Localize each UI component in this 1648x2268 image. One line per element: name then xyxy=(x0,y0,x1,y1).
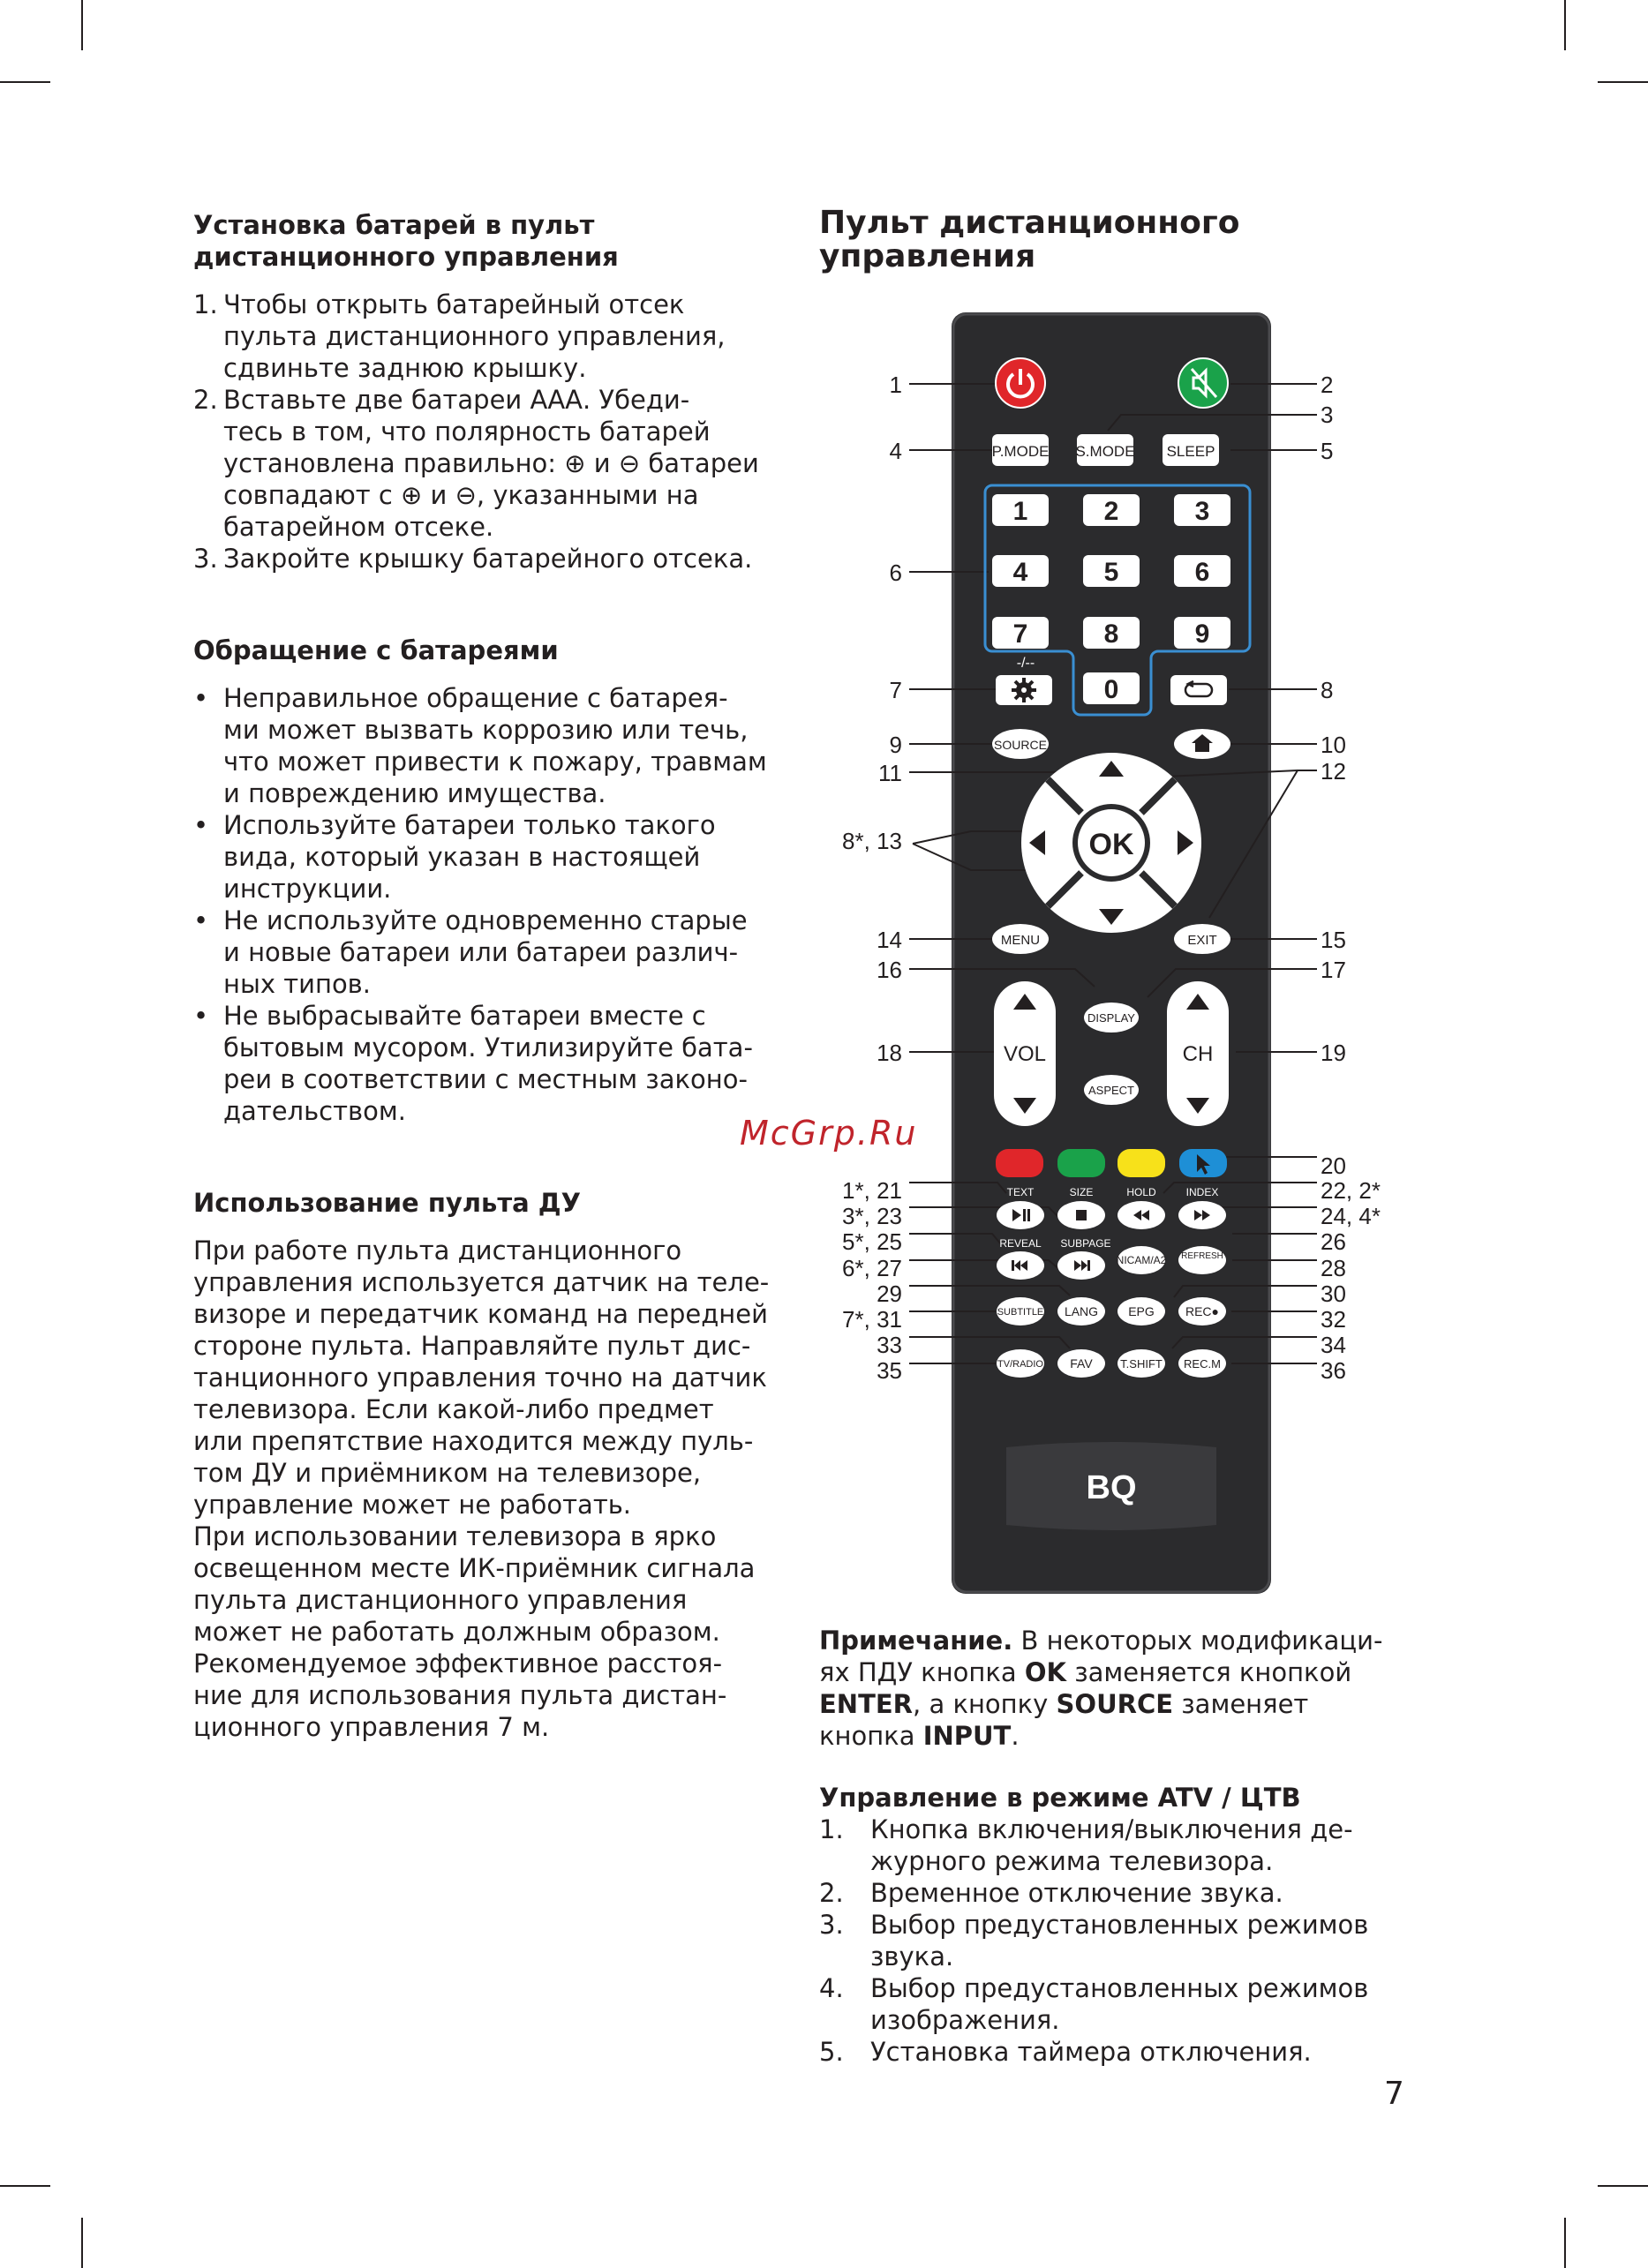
right-column xyxy=(819,1625,1419,2068)
callout-number: 24, 4* xyxy=(1321,1203,1381,1229)
epg-label: EPG xyxy=(1128,1304,1155,1318)
crop-mark xyxy=(1598,81,1648,83)
text-line: реи в соответствии с местным законо- xyxy=(223,1064,748,1094)
crop-mark xyxy=(1564,2218,1566,2268)
rec-label: REC● xyxy=(1185,1304,1220,1318)
text-label: TEXT xyxy=(1006,1186,1035,1198)
callout-number: 16 xyxy=(877,957,902,983)
callout-number: 35 xyxy=(877,1357,902,1384)
text-line: Вставьте две батареи ААА. Убеди- xyxy=(223,385,690,415)
remote-usage-text xyxy=(193,1235,794,1743)
text-line: тесь в том, что полярность батарей xyxy=(223,417,711,447)
text-line: том ДУ и приёмником на телевизоре, xyxy=(193,1458,702,1488)
text-line: Выбор предустановленных режимов xyxy=(870,1973,1369,2003)
callout-number: 30 xyxy=(1321,1280,1346,1307)
text-line: что может привести к пожару, травмам xyxy=(223,747,767,777)
tshift-label: T.SHIFT xyxy=(1120,1357,1163,1371)
digit-7-label: 7 xyxy=(1012,620,1028,649)
digit-4-label: 4 xyxy=(1012,558,1028,587)
text-line: танционного управления точно на датчик xyxy=(193,1363,767,1393)
callout-number: 7*, 31 xyxy=(842,1306,902,1333)
handling-item xyxy=(193,1000,794,1127)
battery-steps xyxy=(193,289,794,575)
note-line xyxy=(819,1625,1419,1656)
callout-number: 12 xyxy=(1321,758,1346,785)
callout-number: 1 xyxy=(889,372,902,398)
text-line: вида, который указан в настоящей xyxy=(223,842,701,872)
text-line: Рекомендуемое эффективное расстоя- xyxy=(193,1648,723,1678)
note-segment: INPUT xyxy=(922,1721,1012,1751)
text-line: изображения. xyxy=(870,2005,1060,2035)
vol-label: VOL xyxy=(1003,1042,1047,1066)
text-line: совпадают с ⊕ и ⊖, указанными на xyxy=(223,480,699,510)
text-line: телевизора. Если какой-либо предмет xyxy=(193,1394,714,1424)
digit-5-label: 5 xyxy=(1103,558,1119,587)
note-label: Примечание. xyxy=(819,1626,1013,1656)
text-line: Чтобы открыть батарейный отсек xyxy=(223,289,685,319)
callout-number: 18 xyxy=(877,1040,902,1066)
item-number: 4. xyxy=(819,1973,844,2003)
callout-number: 22, 2* xyxy=(1321,1177,1381,1204)
display-label: DISPLAY xyxy=(1087,1011,1135,1025)
callout-number: 7 xyxy=(889,677,902,703)
callout-number: 14 xyxy=(877,927,902,953)
text-line: стороне пульта. Направляйте пульт дис- xyxy=(193,1331,751,1361)
callout-number: 34 xyxy=(1321,1332,1346,1358)
note-segment: , а кнопку xyxy=(913,1689,1057,1719)
text-line: батарейном отсеке. xyxy=(223,512,494,542)
note-segment: . xyxy=(1011,1721,1020,1751)
watermark: McGrp.Ru xyxy=(740,1114,918,1153)
callout-number: 5*, 25 xyxy=(842,1228,902,1255)
note-segment: кнопка xyxy=(819,1721,923,1751)
note-line xyxy=(819,1720,1419,1752)
text-line: Неправильное обращение с батарея- xyxy=(223,683,728,713)
dash-label: -/-- xyxy=(1016,656,1035,671)
text-line: управления используется датчик на теле- xyxy=(193,1267,770,1297)
menu-label: MENU xyxy=(1000,933,1041,948)
text-line: может не работать должным образом. xyxy=(193,1617,720,1647)
crop-mark xyxy=(0,2185,50,2187)
text-line: визоре и передатчик команд на передней xyxy=(193,1299,768,1329)
reveal-label: REVEAL xyxy=(999,1237,1042,1250)
battery-step xyxy=(193,289,794,384)
note-segment: В некоторых модификаци- xyxy=(1020,1626,1383,1656)
recm-label: REC.M xyxy=(1184,1357,1221,1371)
digit-1-label: 1 xyxy=(1012,497,1028,526)
battery-handling-title: Обращение с батареями xyxy=(193,635,559,665)
remote-diagram xyxy=(821,300,1439,1606)
callout-number: 5 xyxy=(1321,438,1334,464)
callout-number: 36 xyxy=(1321,1357,1346,1384)
text-line: звука. xyxy=(870,1941,954,1971)
remote-usage-title: Использование пульта ДУ xyxy=(193,1188,581,1218)
digit-8-label: 8 xyxy=(1103,620,1119,649)
text-line: ционного управления 7 м. xyxy=(193,1712,550,1742)
text-line: ных типов. xyxy=(223,969,371,999)
hold-label: HOLD xyxy=(1126,1186,1156,1198)
item-number: 2. xyxy=(819,1878,844,1908)
item-number: 1. xyxy=(819,1814,844,1844)
text-line: и повреждению имущества. xyxy=(223,778,606,808)
text-line: Не используйте одновременно старые xyxy=(223,905,748,935)
subpage-label: SUBPAGE xyxy=(1060,1237,1111,1250)
red-button[interactable] xyxy=(996,1149,1043,1177)
callout-number: 32 xyxy=(1321,1306,1346,1333)
callout-number: 8*, 13 xyxy=(842,828,902,854)
note-segment: OK xyxy=(1024,1657,1066,1687)
callout-number: 10 xyxy=(1321,732,1346,758)
text-line: пульта дистанционного управления, xyxy=(223,321,726,351)
callout-number: 26 xyxy=(1321,1228,1346,1255)
index-label: INDEX xyxy=(1185,1186,1219,1198)
atv-item xyxy=(819,1909,1419,1972)
text-line: пульта дистанционного управления xyxy=(193,1585,688,1615)
text-line: Временное отключение звука. xyxy=(870,1878,1283,1908)
crop-mark xyxy=(1598,2185,1648,2187)
atv-item xyxy=(819,1877,1419,1909)
bullet-icon: • xyxy=(193,905,209,935)
battery-handling-list xyxy=(193,682,794,1127)
callout-number: 8 xyxy=(1321,677,1334,703)
ok-label: OK xyxy=(1088,828,1134,861)
step-number: 2. xyxy=(193,385,218,415)
callout-number: 3 xyxy=(1321,402,1334,428)
step-number: 3. xyxy=(193,544,218,574)
digit-9-label: 9 xyxy=(1194,620,1210,649)
note-segment: заменяет xyxy=(1173,1689,1309,1719)
atv-item xyxy=(819,2036,1419,2068)
aspect-label: ASPECT xyxy=(1087,1084,1135,1097)
brand-logo: BQ xyxy=(1086,1469,1137,1506)
text-line: Не выбрасывайте батареи вместе с xyxy=(223,1001,706,1031)
bullet-icon: • xyxy=(193,810,209,840)
item-number: 5. xyxy=(819,2037,844,2067)
text-line: и новые батареи или батареи различ- xyxy=(223,937,739,967)
text-line: ми может вызвать коррозию или течь, xyxy=(223,715,749,745)
battery-install-title: Установка батарей в пульт дистанционного управления xyxy=(193,210,619,272)
callout-number: 28 xyxy=(1321,1255,1346,1281)
callout-number: 4 xyxy=(889,438,902,464)
bullet-icon: • xyxy=(193,1001,209,1031)
callout-number: 1*, 21 xyxy=(842,1177,902,1204)
digit-2-label: 2 xyxy=(1103,497,1119,526)
digit-3-label: 3 xyxy=(1194,497,1210,526)
stop-icon xyxy=(1076,1210,1087,1220)
atv-list xyxy=(819,1814,1419,2068)
remote-section-title: Пульт дистанционного управления xyxy=(819,205,1240,274)
callout-number: 17 xyxy=(1321,957,1346,983)
note-line xyxy=(819,1656,1419,1688)
sleep-label: SLEEP xyxy=(1166,443,1215,460)
pmode-label: P.MODE xyxy=(991,443,1050,460)
size-label: SIZE xyxy=(1069,1186,1094,1198)
crop-mark xyxy=(81,0,83,50)
callout-number: 6 xyxy=(889,559,902,586)
crop-mark xyxy=(81,2218,83,2268)
refresh-label: REFRESH xyxy=(1181,1251,1223,1261)
battery-step xyxy=(193,384,794,543)
fav-label: FAV xyxy=(1070,1356,1093,1371)
atv-title: Управление в режиме ATV / ЦТВ xyxy=(819,1783,1301,1813)
handling-item xyxy=(193,809,794,905)
note-segment: ENTER xyxy=(819,1689,914,1719)
text-line: Установка таймера отключения. xyxy=(870,2037,1312,2067)
step-number: 1. xyxy=(193,289,218,319)
nicam-label: NICAM/A2 xyxy=(1116,1254,1167,1266)
tvradio-label: TV/RADIO xyxy=(997,1359,1043,1370)
crop-mark xyxy=(1564,0,1566,50)
note-paragraph xyxy=(819,1625,1419,1752)
source-label: SOURCE xyxy=(994,738,1047,752)
callout-number: 20 xyxy=(1321,1153,1346,1179)
text-line: инструкции. xyxy=(223,874,392,904)
smode-label: S.MODE xyxy=(1075,443,1135,460)
text-line: журного режима телевизора. xyxy=(870,1846,1274,1876)
atv-item xyxy=(819,1972,1419,2036)
gear-icon xyxy=(1012,678,1036,702)
callout-number: 2 xyxy=(1321,372,1334,398)
callout-number: 6*, 27 xyxy=(842,1255,902,1281)
yellow-button[interactable] xyxy=(1117,1149,1165,1177)
callout-number: 29 xyxy=(877,1280,902,1307)
text-line: дательством. xyxy=(223,1096,406,1126)
crop-mark xyxy=(0,81,50,83)
note-segment: заменяется кнопкой xyxy=(1066,1657,1352,1687)
text-line: При работе пульта дистанционного xyxy=(193,1235,682,1265)
handling-item xyxy=(193,682,794,809)
callout-number: 11 xyxy=(878,760,902,786)
atv-item xyxy=(819,1814,1419,1877)
ch-label: CH xyxy=(1182,1042,1214,1066)
text-line: бытовым мусором. Утилизируйте бата- xyxy=(223,1033,753,1063)
text-line: Кнопка включения/выключения де- xyxy=(870,1814,1353,1844)
exit-label: EXIT xyxy=(1187,933,1217,948)
return-button[interactable] xyxy=(1170,675,1227,705)
digit-6-label: 6 xyxy=(1194,558,1210,587)
left-column xyxy=(193,209,794,1743)
battery-step xyxy=(193,543,794,575)
text-line: сдвиньте заднюю крышку. xyxy=(223,353,587,383)
page-number: 7 xyxy=(1384,2076,1404,2112)
note-segment: SOURCE xyxy=(1056,1689,1174,1719)
text-line: освещенном месте ИК-приёмник сигнала xyxy=(193,1553,756,1583)
note-segment: ях ПДУ кнопка xyxy=(819,1657,1025,1687)
text-line: При использовании телевизора в ярко xyxy=(193,1521,717,1551)
callout-number: 33 xyxy=(877,1332,902,1358)
callout-number: 9 xyxy=(889,732,902,758)
text-line: или препятствие находится между пуль- xyxy=(193,1426,754,1456)
item-number: 3. xyxy=(819,1910,844,1940)
lang-label: LANG xyxy=(1064,1304,1099,1318)
handling-item xyxy=(193,905,794,1000)
note-line xyxy=(819,1688,1419,1720)
text-line: Используйте батареи только такого xyxy=(223,810,716,840)
subtitle-label: SUBTITLE xyxy=(997,1307,1044,1318)
text-line: управление может не работать. xyxy=(193,1490,632,1520)
green-button[interactable] xyxy=(1057,1149,1105,1177)
text-line: установлена правильно: ⊕ и ⊖ батареи xyxy=(223,448,759,478)
callout-number: 15 xyxy=(1321,927,1346,953)
digit-0-label: 0 xyxy=(1103,675,1119,704)
callout-number: 3*, 23 xyxy=(842,1203,902,1229)
text-line: ние для использования пульта дистан- xyxy=(193,1680,727,1710)
text-line: Закройте крышку батарейного отсека. xyxy=(223,544,753,574)
bullet-icon: • xyxy=(193,683,209,713)
callout-number: 19 xyxy=(1321,1040,1346,1066)
text-line: Выбор предустановленных режимов xyxy=(870,1910,1369,1940)
